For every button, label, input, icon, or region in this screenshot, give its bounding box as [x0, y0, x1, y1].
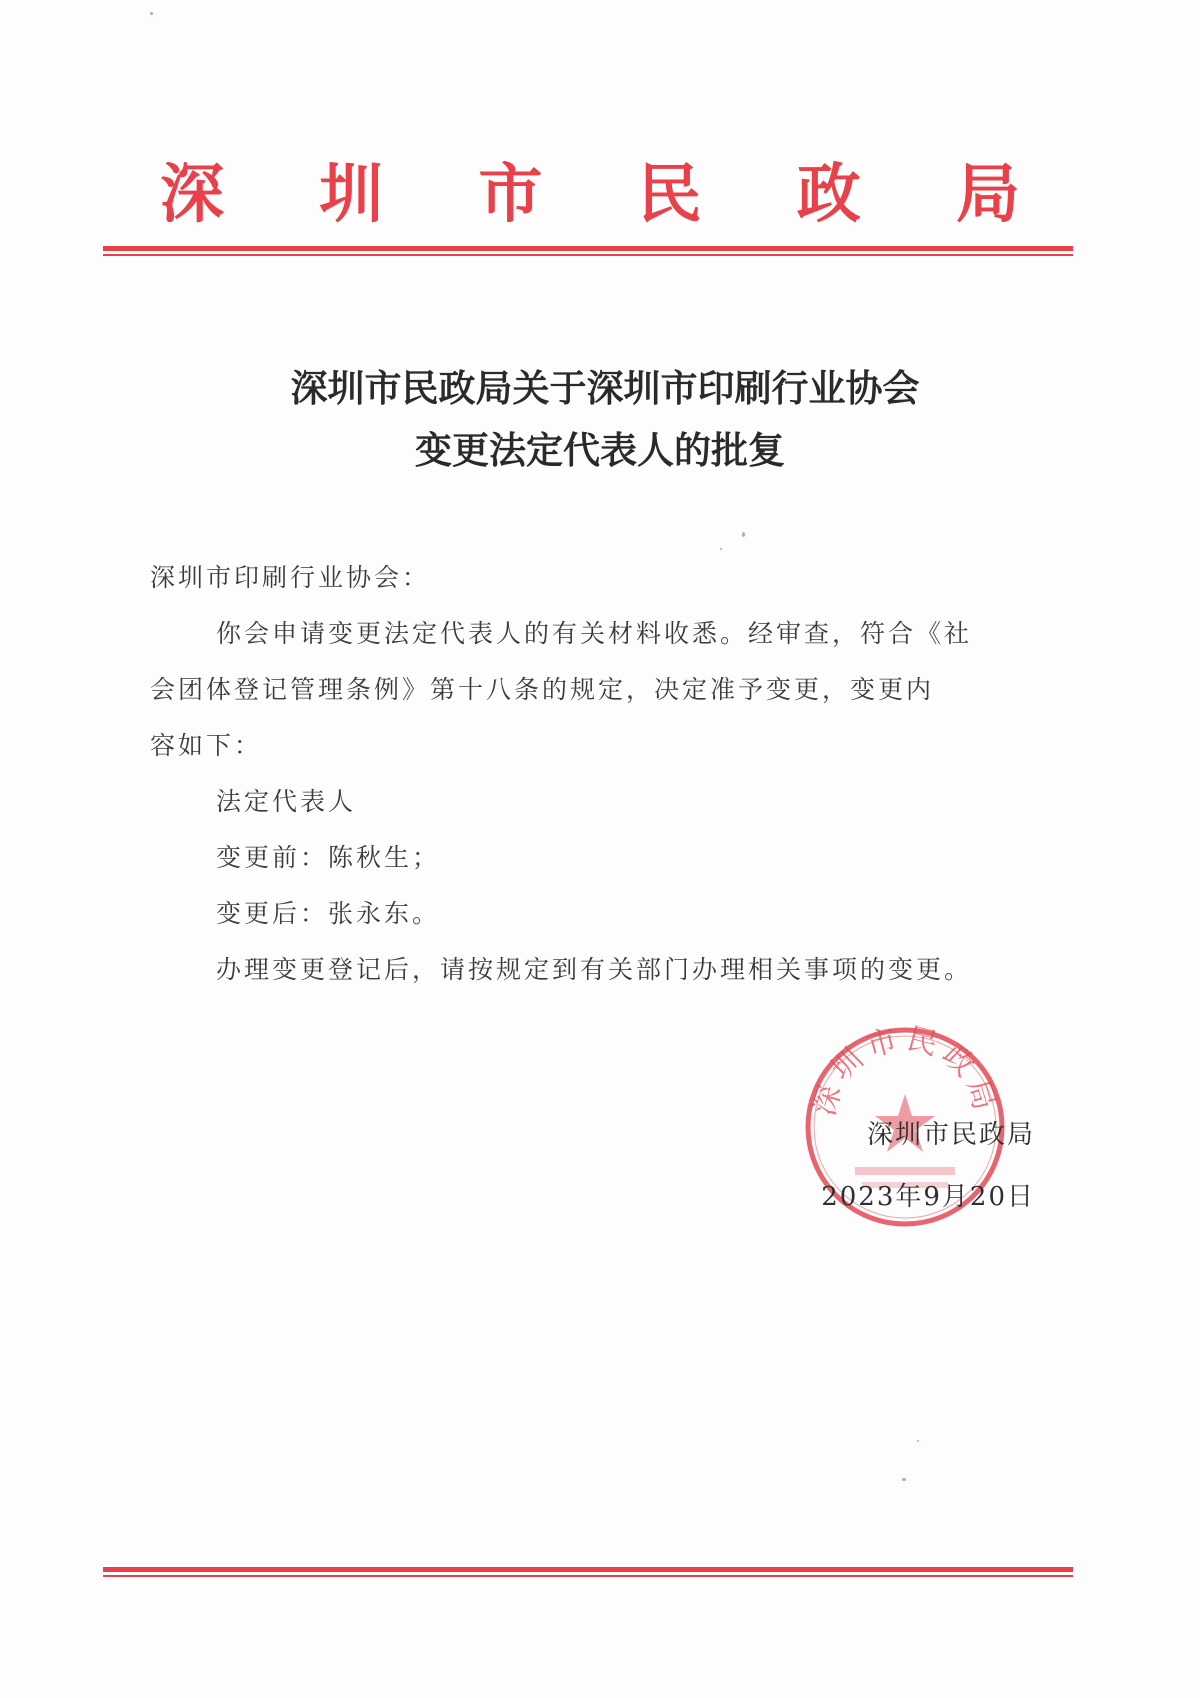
document-body [150, 550, 1050, 998]
letterhead-char: 民 [637, 158, 702, 232]
item-heading: 法定代表人 [216, 787, 357, 816]
paragraph-line: 你会申请变更法定代表人的有关材料收悉。经审查，符合《社 [216, 619, 973, 648]
title-line-1: 深圳市民政局关于深圳市印刷行业协会 [290, 367, 920, 410]
letterhead-char: 政 [796, 158, 861, 232]
paragraph-line: 会团体登记管理条例》第十八条的规定，决定准予变更，变更内 [150, 675, 935, 704]
closing-note: 办理变更登记后，请按规定到有关部门办理相关事项的变更。 [216, 955, 973, 984]
change-after: 变更后：张永东。 [216, 899, 441, 928]
letterhead-char: 圳 [319, 158, 384, 232]
change-before: 变更前：陈秋生； [216, 843, 441, 872]
scan-speck [720, 548, 722, 550]
scan-speck [902, 1478, 906, 1481]
issue-date: 2023年9月20日 [821, 1182, 1035, 1212]
document-title [0, 358, 1200, 482]
letterhead-char: 局 [955, 158, 1020, 232]
letterhead-char: 市 [478, 158, 543, 232]
footer-divider [103, 1567, 1073, 1577]
title-line-2: 变更法定代表人的批复 [415, 429, 785, 472]
letterhead-char: 深 [160, 158, 224, 232]
issuer-name: 深圳市民政局 [866, 1120, 1035, 1150]
scan-speck [742, 532, 745, 537]
scan-speck [150, 12, 153, 15]
seal-text: 深圳市民政局 [806, 1022, 1004, 1120]
paragraph-line: 容如下： [150, 731, 263, 760]
letterhead [160, 150, 1020, 240]
letterhead-divider [103, 246, 1073, 256]
scan-speck [917, 1440, 919, 1442]
signature-block [821, 1104, 1035, 1228]
salutation: 深圳市印刷行业协会： [150, 563, 431, 592]
